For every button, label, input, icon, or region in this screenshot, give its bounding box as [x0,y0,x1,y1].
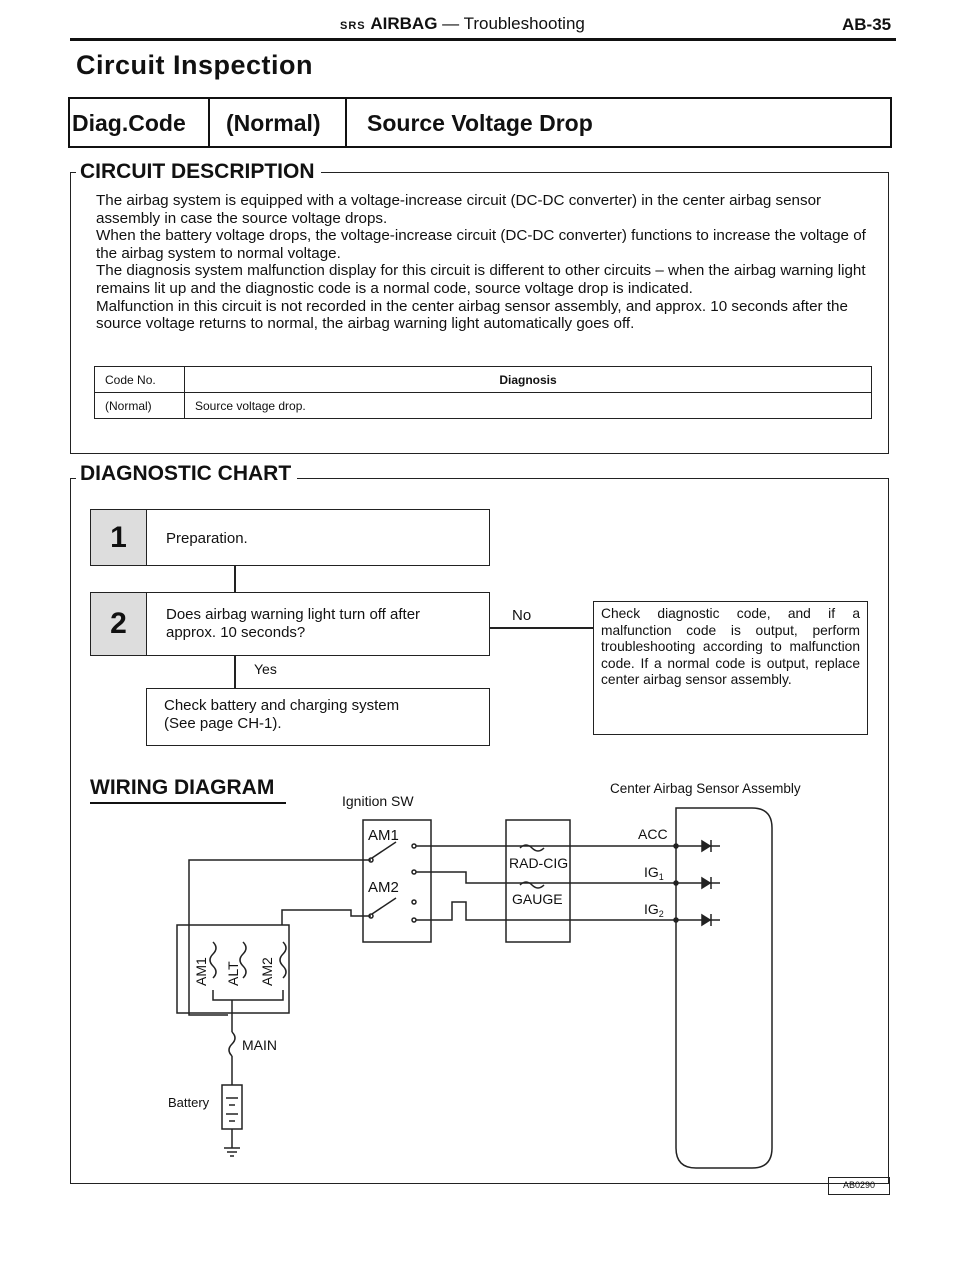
gauge-label: GAUGE [512,891,563,907]
am1-fuse-icon [210,942,216,978]
am2-supply-wire [282,910,371,925]
rad-cig-label: RAD-CIG [509,855,569,871]
no-label: No [512,607,532,624]
diode-icon [702,878,710,888]
fuse-box [506,820,570,942]
diode-icon [702,915,710,925]
main-fuse-icon [229,1032,235,1056]
figure-code: AB0290 [828,1177,890,1195]
diag-code-value: (Normal) [226,110,321,136]
ig1-text: IG [644,864,659,880]
acc-label: ACC [638,826,668,842]
desc-paragraph: The diagnosis system malfunction display for this circuit is different to other circuits – when the airbag warning light remains lit up and the diagnostic code is a normal code, source voltage drop is indicated. [96,262,866,297]
battery-label: Battery [168,1095,210,1110]
ig2-text: IG [644,901,659,917]
yes-label: Yes [254,661,277,677]
page-title: Circuit Inspection [76,50,314,80]
yes-result-line: (See page CH-1). [164,715,282,732]
diode-icon [702,841,710,851]
diagnostic-chart-heading: DIAGNOSTIC CHART [76,462,297,486]
yes-result-line: Check battery and charging system [164,697,400,714]
no-result-box: Check diagnostic code, and if a malfunction code is output, perform troubleshooting according to malfunction code. If a normal code is output, replace center airbag sensor assembly. [593,601,868,735]
ig1-wire [416,872,676,883]
fusible-am2-label: AM2 [259,957,275,986]
step-2-line: Does airbag warning light turn off after [166,606,421,623]
battery-icon [222,1085,242,1129]
ignition-switch-label: Ignition SW [342,793,414,809]
desc-paragraph: When the battery voltage drops, the voltage-increase circuit (DC-DC converter) functions to increase the voltage of the airbag system to normal voltage. [96,227,866,262]
sensor-assembly-label: Center Airbag Sensor Assembly [610,781,801,796]
ig1-label [644,864,664,882]
wiring-diagram-heading: WIRING DIAGRAM [90,776,275,799]
circuit-description-heading: CIRCUIT DESCRIPTION [76,160,321,184]
sensor-assembly-box [676,808,772,1168]
am2-switch-label: AM2 [368,879,399,896]
step-2-number: 2 [91,593,147,655]
am1-supply-wire [189,860,371,1015]
step-1-number: 1 [91,510,147,565]
main-fuse-label: MAIN [242,1037,277,1053]
table-header-diagnosis: Diagnosis [185,367,872,393]
ig1-subscript: 1 [658,872,664,882]
header-airbag: AIRBAG [370,14,438,33]
desc-paragraph: Malfunction in this circuit is not recorded in the center airbag sensor assembly, and approx. 10 seconds after the source voltage returns to normal, the airbag warning light automatically goes off. [96,297,848,333]
ig2-label [644,901,664,919]
am1-switch-label: AM1 [368,827,399,844]
table-header-code: Code No. [95,367,185,393]
am2-switch-blade [372,898,396,914]
table-cell-diagnosis: Source voltage drop. [185,393,872,419]
desc-paragraph: The airbag system is equipped with a voltage-increase circuit (DC-DC converter) in the center airbag sensor assembly in case the source voltage drops. [96,192,822,227]
fusible-alt-label: ALT [225,961,241,986]
diag-code-title: Source Voltage Drop [367,110,593,136]
ig2-subscript: 2 [658,909,664,919]
step-2-line: approx. 10 seconds? [166,624,306,641]
diag-code-label: Diag.Code [72,110,186,136]
header-section: — Troubleshooting [442,14,585,33]
table-cell-code: (Normal) [95,393,185,419]
header-srs: SRS [340,20,366,32]
step-1-text: Preparation. [166,530,248,547]
page-number: AB-35 [842,15,892,34]
am1-switch-blade [372,842,396,858]
am2-fuse-icon [280,942,286,978]
fusible-am1-label: AM1 [193,957,209,986]
